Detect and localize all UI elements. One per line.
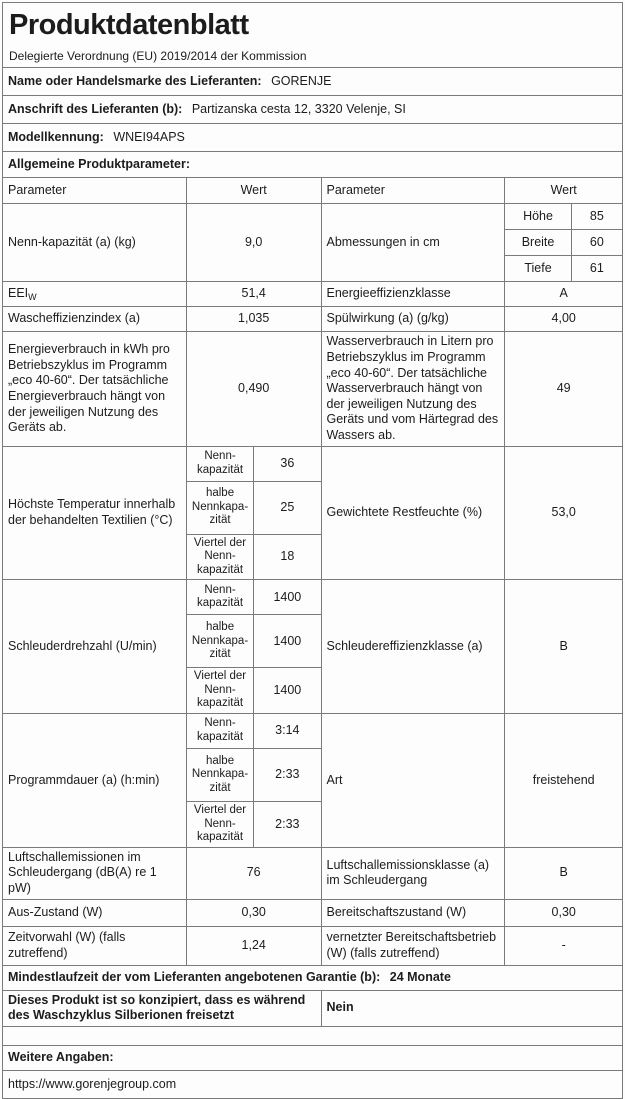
page-title: Produktdatenblatt: [9, 9, 249, 41]
cell-dim-hoehe-label: Höhe: [505, 204, 571, 230]
cell-max-temp-quarter-value: 18: [254, 534, 321, 580]
cell-spin-class-value: B: [505, 580, 623, 714]
title-block: [3, 3, 623, 68]
col-header-parameter-2: Parameter: [321, 178, 505, 204]
cell-eei-value: 51,4: [186, 282, 321, 307]
supplier-address-label: Anschrift des Lieferanten (b):: [8, 101, 183, 116]
col-header-wert-2: Wert: [505, 178, 623, 204]
cell-spin-nominal-label: Nenn-kapazität: [186, 580, 253, 615]
supplier-name-label: Name oder Handelsmarke des Lieferanten:: [8, 73, 262, 88]
cell-residual-moisture-value: 53,0: [505, 446, 623, 580]
cell-duration-half-value: 2:33: [254, 749, 321, 802]
cell-standby-label: Bereitschaftszustand (W): [321, 899, 505, 926]
col-header-parameter-1: Parameter: [3, 178, 187, 204]
eei-subscript: W: [28, 291, 37, 302]
cell-networked-standby-value: -: [505, 926, 623, 965]
supplier-address-value: Partizanska cesta 12, 3320 Velenje, SI: [191, 101, 406, 116]
model-label: Modellkennung:: [8, 129, 104, 144]
cell-standby-value: 0,30: [505, 899, 623, 926]
regulation-subtitle: Delegierte Verordnung (EU) 2019/2014 der Kommission: [9, 49, 307, 64]
product-parameters-table: [2, 2, 623, 1099]
cell-spin-nominal-value: 1400: [254, 580, 321, 615]
model-row: [3, 124, 623, 152]
cell-capacity-label: Nenn-kapazität (a) (kg): [3, 204, 187, 282]
cell-dim-tiefe-label: Tiefe: [505, 256, 571, 282]
cell-spin-half-value: 1400: [254, 615, 321, 668]
cell-max-temp-half-value: 25: [254, 481, 321, 534]
cell-eei-label: [3, 282, 187, 307]
cell-water-consumption-value: 49: [505, 332, 623, 446]
cell-off-mode-value: 0,30: [186, 899, 321, 926]
cell-type-value: freistehend: [505, 714, 623, 848]
cell-max-temp-quarter-label: Viertel der Nenn-kapazität: [186, 534, 253, 580]
cell-energy-class-label: Energieeffizienzklasse: [321, 282, 505, 307]
cell-water-consumption-label: Wasserverbrauch in Litern pro Betriebszyklus im Programm „eco 40-60“. Der tatsächliche Wasserverbrauch hängt von der jeweiligen Nutzung des Geräts und vom Härtegrad des Wassers ab.: [321, 332, 505, 446]
cell-type-label: Art: [321, 714, 505, 848]
warranty-value: 24 Monate: [389, 969, 451, 984]
empty-row: [3, 1026, 623, 1045]
cell-duration-nominal-value: 3:14: [254, 714, 321, 749]
warranty-row: [3, 965, 623, 990]
cell-duration-nominal-label: Nenn-kapazität: [186, 714, 253, 749]
cell-spin-half-label: halbe Nennkapa-zität: [186, 615, 253, 668]
warranty-label: Mindestlaufzeit der vom Lieferanten angebotenen Garantie (b):: [8, 969, 381, 984]
cell-dim-hoehe-value: 85: [571, 204, 622, 230]
more-info-label: Weitere Angaben:: [3, 1045, 623, 1070]
cell-energy-consumption-label: Energieverbrauch in kWh pro Betriebszyklus im Programm „eco 40-60“. Der tatsächliche Energieverbrauch hängt von der jeweiligen Nutzung des Geräts ab.: [3, 332, 187, 446]
cell-rinse-label: Spülwirkung (a) (g/kg): [321, 307, 505, 332]
cell-max-temp-half-label: halbe Nennkapa-zität: [186, 481, 253, 534]
model-value: WNEI94APS: [113, 129, 185, 144]
silver-ions-label: Dieses Produkt ist so konzipiert, dass es während des Waschzyklus Silberionen freisetzt: [3, 990, 322, 1026]
cell-noise-value: 76: [186, 847, 321, 899]
cell-delay-start-label: Zeitvorwahl (W) (falls zutreffend): [3, 926, 187, 965]
cell-energy-class-value: A: [505, 282, 623, 307]
cell-rinse-value: 4,00: [505, 307, 623, 332]
cell-networked-standby-label: vernetzter Bereitschaftsbetrieb (W) (falls zutreffend): [321, 926, 505, 965]
cell-max-temp-label: Höchste Temperatur innerhalb der behandelten Textilien (°C): [3, 446, 187, 580]
cell-duration-quarter-label: Viertel der Nenn-kapazität: [186, 802, 253, 848]
website-url: https://www.gorenjegroup.com: [3, 1070, 623, 1098]
silver-ions-value: Nein: [321, 990, 623, 1026]
cell-residual-moisture-label: Gewichtete Restfeuchte (%): [321, 446, 505, 580]
cell-spin-speed-label: Schleuderdrehzahl (U/min): [3, 580, 187, 714]
cell-noise-label: Luftschallemissionen im Schleudergang (dB(A) re 1 pW): [3, 847, 187, 899]
cell-delay-start-value: 1,24: [186, 926, 321, 965]
cell-dimensions-label: Abmessungen in cm: [321, 204, 505, 282]
cell-noise-class-value: B: [505, 847, 623, 899]
cell-dim-breite-value: 60: [571, 230, 622, 256]
cell-duration-half-label: halbe Nennkapa-zität: [186, 749, 253, 802]
cell-off-mode-label: Aus-Zustand (W): [3, 899, 187, 926]
cell-wash-index-label: Wascheffizienzindex (a): [3, 307, 187, 332]
cell-dim-breite-label: Breite: [505, 230, 571, 256]
cell-max-temp-nominal-value: 36: [254, 446, 321, 481]
supplier-address-row: [3, 96, 623, 124]
cell-duration-quarter-value: 2:33: [254, 802, 321, 848]
section-title: Allgemeine Produktparameter:: [3, 152, 623, 178]
eei-text: EEI: [8, 285, 29, 300]
cell-energy-consumption-value: 0,490: [186, 332, 321, 446]
cell-duration-label: Programmdauer (a) (h:min): [3, 714, 187, 848]
cell-spin-quarter-label: Viertel der Nenn-kapazität: [186, 668, 253, 714]
supplier-name-value: GORENJE: [271, 73, 332, 88]
cell-noise-class-label: Luftschallemissionsklasse (a) im Schleudergang: [321, 847, 505, 899]
cell-wash-index-value: 1,035: [186, 307, 321, 332]
cell-spin-quarter-value: 1400: [254, 668, 321, 714]
cell-capacity-value: 9,0: [186, 204, 321, 282]
cell-spin-class-label: Schleudereffizienzklasse (a): [321, 580, 505, 714]
col-header-wert-1: Wert: [186, 178, 321, 204]
supplier-name-row: [3, 68, 623, 96]
cell-dim-tiefe-value: 61: [571, 256, 622, 282]
cell-max-temp-nominal-label: Nenn-kapazität: [186, 446, 253, 481]
